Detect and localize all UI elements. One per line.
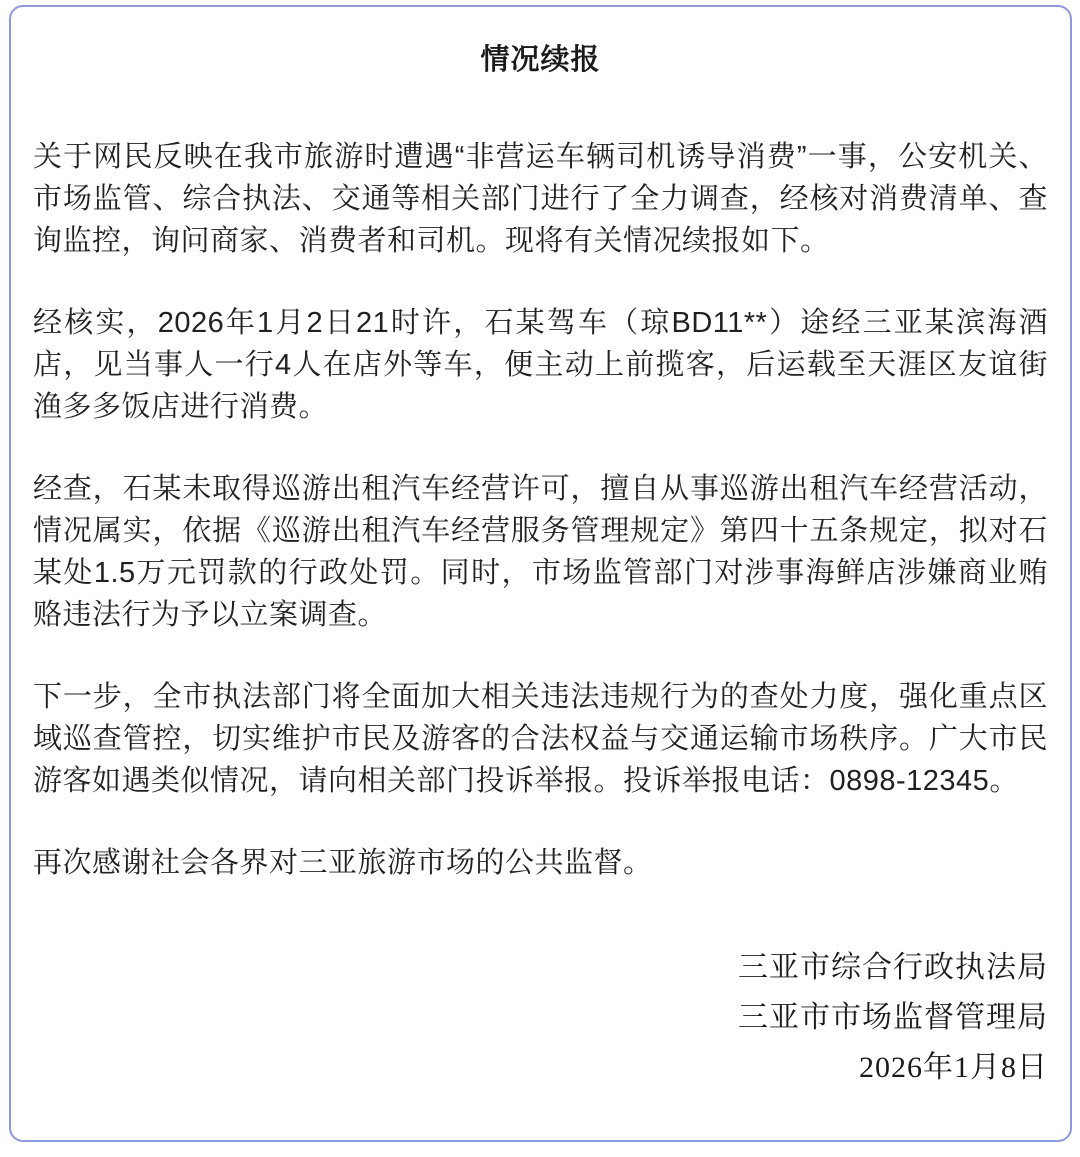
notice-paragraph-next-steps: 下一步，全市执法部门将全面加大相关违法违规行为的查处力度，强化重点区域巡查管控，切实维护市民及游客的合法权益与交通运输市场秩序。广大市民游客如遇类似情况，请向相关部门投诉举报。投诉举报电话：0898-12345。 bbox=[33, 681, 1048, 797]
signature-org-law-enforcement: 三亚市综合行政执法局 bbox=[738, 951, 1048, 984]
notice-paragraph-penalty: 经查，石某未取得巡游出租汽车经营许可，擅自从事巡游出租汽车经营活动，情况属实，依据《巡游出租汽车经营服务管理规定》第四十五条规定，拟对石某处1.5万元罚款的行政处罚。同时，市场监管部门对涉事海鲜店涉嫌商业贿赂违法行为予以立案调查。 bbox=[33, 473, 1048, 631]
notice-document bbox=[9, 5, 1072, 1142]
signature-org-market-regulation: 三亚市市场监督管理局 bbox=[738, 1001, 1048, 1034]
notice-paragraph-intro: 关于网民反映在我市旅游时遭遇“非营运车辆司机诱导消费”一事，公安机关、市场监管、综合执法、交通等相关部门进行了全力调查，经核对消费清单、查询监控，询问商家、消费者和司机。现将有关情况续报如下。 bbox=[33, 141, 1048, 257]
signature-date: 2026年1月8日 bbox=[859, 1051, 1048, 1084]
notice-paragraph-verification: 经核实，2026年1月2日21时许，石某驾车（琼BD11**）途经三亚某滨海酒店，见当事人一行4人在店外等车，便主动上前揽客，后运载至天涯区友谊街渔多多饭店进行消费。 bbox=[33, 307, 1048, 423]
signature-block bbox=[33, 952, 1048, 1084]
notice-title: 情况续报 bbox=[480, 44, 601, 76]
notice-paragraph-thanks: 再次感谢社会各界对三亚旅游市场的公共监督。 bbox=[33, 847, 653, 879]
